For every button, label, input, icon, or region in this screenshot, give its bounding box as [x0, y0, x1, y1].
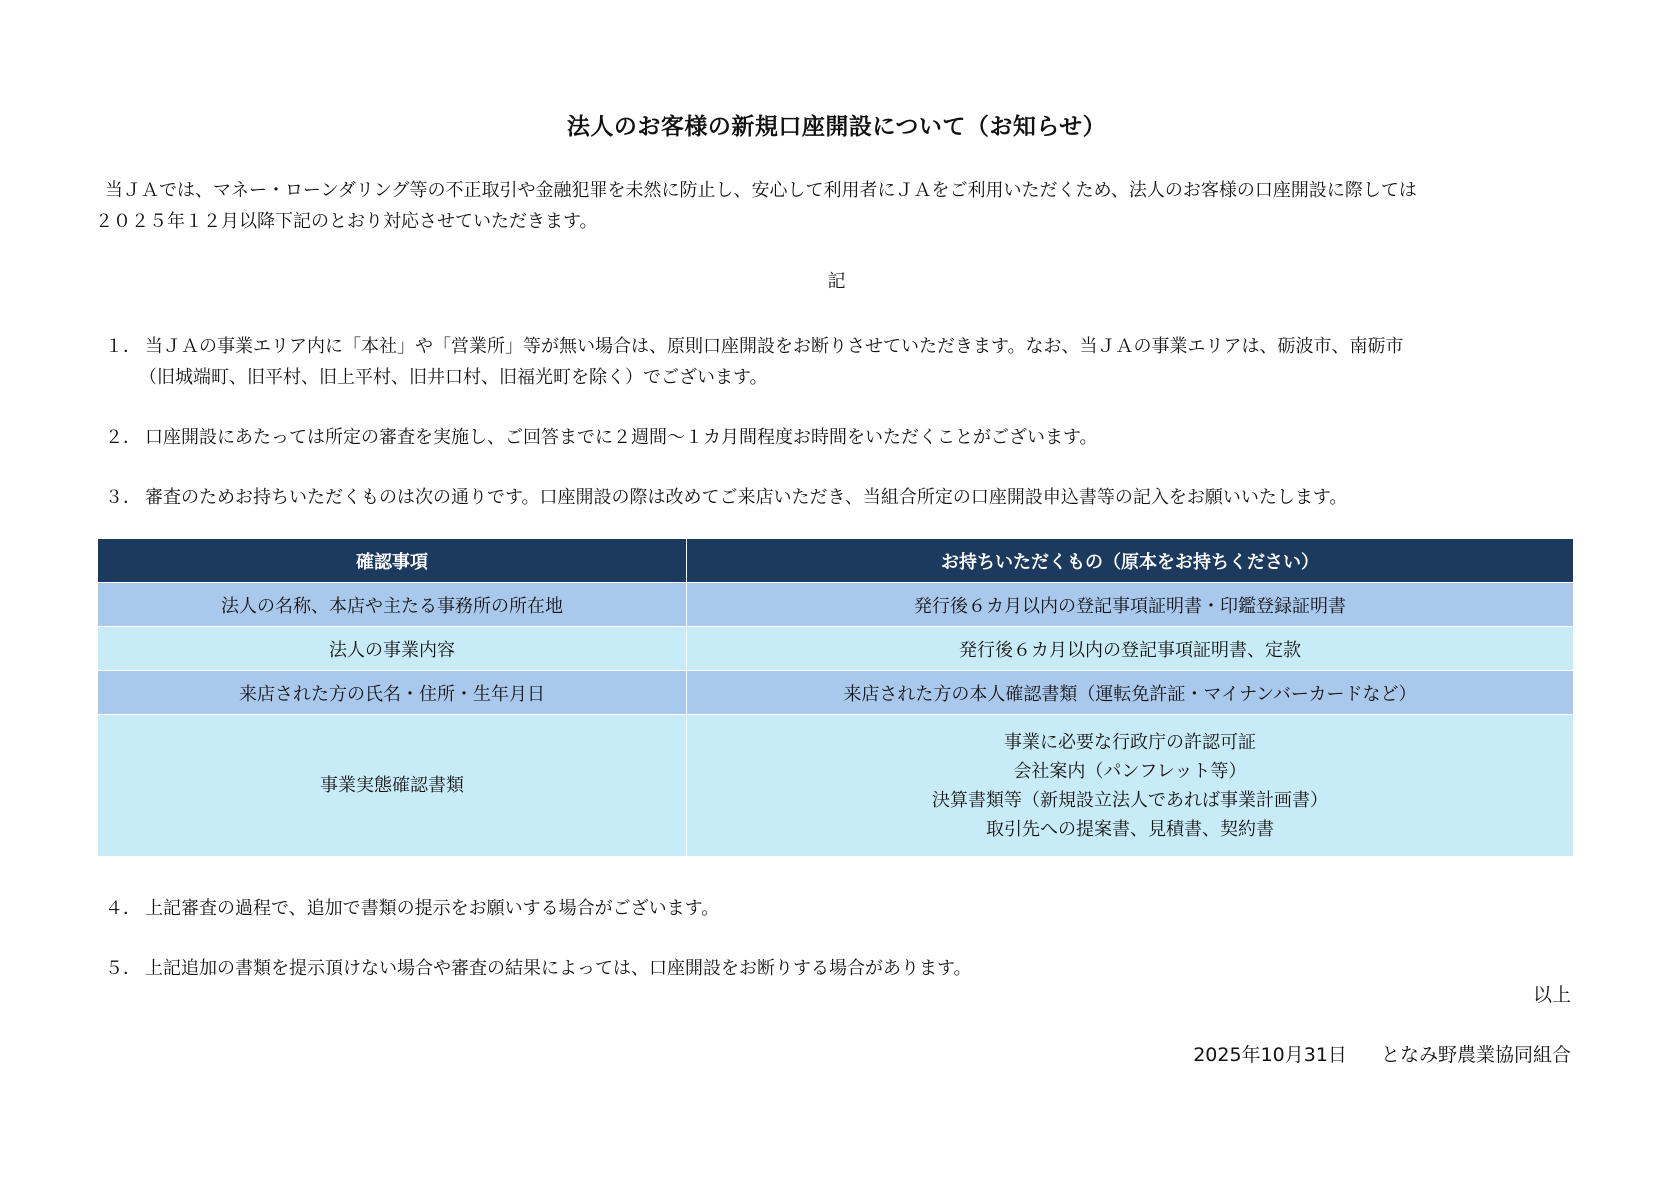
table-row [98, 715, 1574, 857]
item-number: ４． [105, 898, 141, 919]
table-cell-line: 取引先への提案書、見積書、契約書 [986, 818, 1274, 840]
item-number: ５． [105, 958, 141, 979]
table-row [98, 627, 1574, 671]
table-row [98, 671, 1574, 715]
intro-line-2: ２０２５年１２月以降下記のとおり対応させていただきます。 [95, 211, 598, 232]
table-cell-line: 会社案内（パンフレット等） [1013, 760, 1247, 782]
item-number: ２． [105, 427, 141, 448]
organization-name: となみ野農業協同組合 [1380, 1044, 1571, 1066]
table-cell: 来店された方の氏名・住所・生年月日 [98, 671, 687, 715]
item-text: 上記審査の過程で、追加で書類の提示をお願いする場合がございます。 [145, 898, 720, 919]
table-cell: 来店された方の本人確認書類（運転免許証・マイナンバーカードなど） [687, 671, 1574, 715]
list-item-2 [105, 422, 1098, 453]
table-cell-line: 決算書類等（新規設立法人であれば事業計画書） [932, 789, 1328, 811]
list-item-5 [105, 953, 972, 984]
item-text: 当ＪＡの事業エリア内に「本社」や「営業所」等が無い場合は、原則口座開設をお断りさせていただきます。なお、当ＪＡの事業エリアは、砺波市、南砺市 [145, 336, 1404, 357]
table-cell: 事業実態確認書類 [98, 715, 687, 857]
item-number: １． [105, 336, 141, 357]
table-cell: 発行後６カ月以内の登記事項証明書・印鑑登録証明書 [687, 583, 1574, 627]
item-text: 口座開設にあたっては所定の審査を実施し、ご回答までに２週間～１カ月間程度お時間をいただくことがございます。 [145, 427, 1098, 448]
list-item-4 [105, 893, 719, 924]
item-number: ３． [105, 487, 141, 508]
table-cell: 発行後６カ月以内の登記事項証明書、定款 [687, 627, 1574, 671]
item-text: 審査のためお持ちいただくものは次の通りです。口座開設の際は改めてご来店いただき、当組合所定の口座開設申込書等の記入をお願いいたします。 [145, 487, 1348, 508]
list-item-3 [105, 482, 1347, 513]
table-cell: 法人の名称、本店や主たる事務所の所在地 [98, 583, 687, 627]
table-header-documents: お持ちいただくもの（原本をお持ちください） [687, 539, 1574, 583]
footer [1193, 1040, 1571, 1067]
table-cell: 法人の事業内容 [98, 627, 687, 671]
closing-mark: 以上 [1532, 984, 1571, 1006]
table-cell-multiline [687, 715, 1574, 857]
requirements-table [97, 538, 1574, 857]
list-item-1 [105, 331, 1404, 393]
issue-date: 2025年10月31日 [1193, 1044, 1347, 1066]
intro-line-1: 当ＪＡでは、マネー・ローンダリング等の不正取引や金融犯罪を未然に防止し、安心して利用者にＪＡをご利用いただくため、法人のお客様の口座開設に際しては [105, 180, 1417, 201]
ki-heading: 記 [827, 271, 846, 292]
intro-paragraph [95, 175, 1565, 237]
table-header-check-item: 確認事項 [98, 539, 687, 583]
table-row [98, 583, 1574, 627]
table-cell-line: 事業に必要な行政庁の許認可証 [1004, 731, 1256, 753]
page-title: 法人のお客様の新規口座開設について（お知らせ） [566, 114, 1107, 140]
table-header-row [98, 539, 1574, 583]
item-text-cont: （旧城端町、旧平村、旧上平村、旧井口村、旧福光町を除く）でございます。 [139, 367, 768, 388]
item-text: 上記追加の書類を提示頂けない場合や審査の結果によっては、口座開設をお断りする場合があります。 [145, 958, 972, 979]
